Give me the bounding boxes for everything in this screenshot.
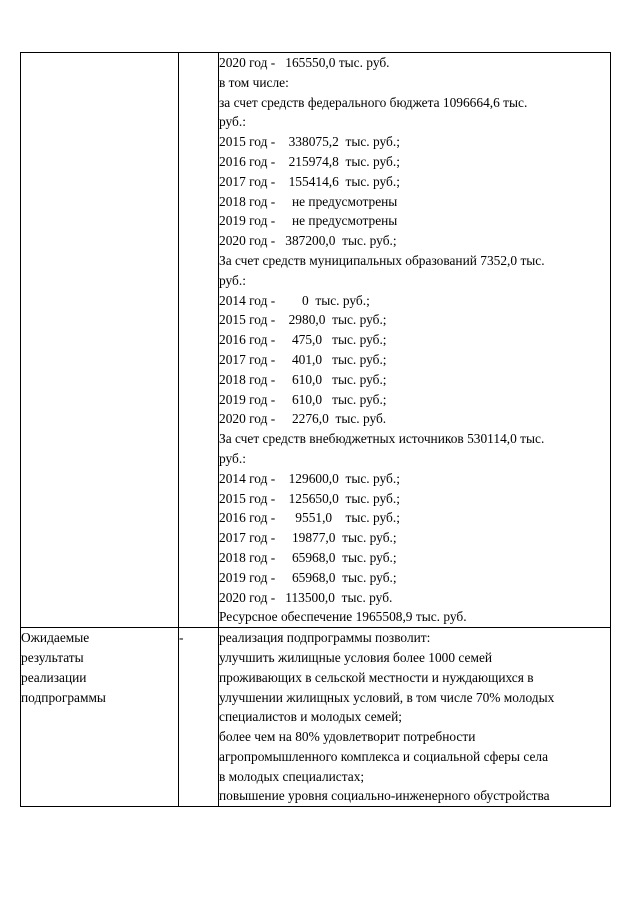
resource-line: 2018 год - 65968,0 тыс. руб.; (219, 549, 397, 565)
resource-line: 2015 год - 2980,0 тыс. руб.; (219, 312, 387, 328)
result-line: повышение уровня социально-инженерного обустройства (219, 788, 550, 804)
resource-line: 2019 год - 610,0 тыс. руб.; (219, 391, 387, 407)
result-line: реализация подпрограммы позволит: (219, 630, 431, 646)
results-row (21, 628, 611, 807)
results-label-cell (21, 628, 179, 807)
results-content-cell (219, 628, 611, 807)
resources-content-cell (219, 53, 611, 628)
result-line: улучшении жилищных условий, в том числе 70% молодых (219, 689, 555, 705)
resources-dash-cell (179, 53, 219, 628)
results-dash-cell (179, 628, 219, 807)
result-line: более чем на 80% удовлетворит потребности (219, 729, 476, 745)
resources-row (21, 53, 611, 628)
resource-line: 2016 год - 215974,8 тыс. руб.; (219, 153, 400, 169)
result-line: улучшить жилищные условия более 1000 семей (219, 649, 493, 665)
resource-line: 2014 год - 0 тыс. руб.; (219, 292, 370, 308)
resource-line: 2019 год - не предусмотрены (219, 213, 398, 229)
resource-line: в том числе: (219, 74, 289, 90)
resource-line: 2015 год - 338075,2 тыс. руб.; (219, 134, 400, 150)
result-line: в молодых специалистах; (219, 768, 365, 784)
resource-total-line: Ресурсное обеспечение 1965508,9 тыс. руб. (219, 609, 467, 625)
resource-line: 2014 год - 129600,0 тыс. руб.; (219, 470, 400, 486)
resource-line: 2016 год - 475,0 тыс. руб.; (219, 332, 387, 348)
resource-line: 2015 год - 125650,0 тыс. руб.; (219, 490, 400, 506)
resource-line: За счет средств муниципальных образований 7352,0 тыс. (219, 252, 545, 268)
results-title-line: реализации (21, 669, 87, 685)
results-title-line: результаты (21, 649, 84, 665)
resource-line: 2019 год - 65968,0 тыс. руб.; (219, 569, 397, 585)
resource-line: за счет средств федерального бюджета 1096664,6 тыс. (219, 94, 528, 110)
resource-line: 2018 год - не предусмотрены (219, 193, 398, 209)
resource-line: 2020 год - 165550,0 тыс. руб. (219, 55, 390, 70)
resource-line: За счет средств внебюджетных источников 530114,0 тыс. (219, 431, 545, 447)
resource-line: 2016 год - 9551,0 тыс. руб.; (219, 510, 400, 526)
resource-line: 2017 год - 155414,6 тыс. руб.; (219, 173, 400, 189)
resource-line: 2020 год - 387200,0 тыс. руб.; (219, 233, 397, 249)
document-table (20, 52, 611, 807)
results-title-line: Ожидаемые (21, 630, 90, 646)
resource-line: руб.: (219, 450, 246, 466)
resource-line: 2020 год - 2276,0 тыс. руб. (219, 411, 387, 427)
result-line: проживающих в сельской местности и нуждающихся в (219, 669, 534, 685)
result-line: специалистов и молодых семей; (219, 709, 402, 725)
resource-line: 2017 год - 401,0 тыс. руб.; (219, 351, 387, 367)
resource-line: 2018 год - 610,0 тыс. руб.; (219, 371, 387, 387)
resource-line: руб.: (219, 114, 246, 130)
result-line: агропромышленного комплекса и социальной сферы села (219, 748, 549, 764)
resources-label-cell (21, 53, 179, 628)
resource-line: 2017 год - 19877,0 тыс. руб.; (219, 530, 397, 546)
results-dash: - (179, 630, 184, 646)
results-title-line: подпрограммы (21, 689, 106, 705)
resource-line: руб.: (219, 272, 246, 288)
resource-line: 2020 год - 113500,0 тыс. руб. (219, 589, 393, 605)
